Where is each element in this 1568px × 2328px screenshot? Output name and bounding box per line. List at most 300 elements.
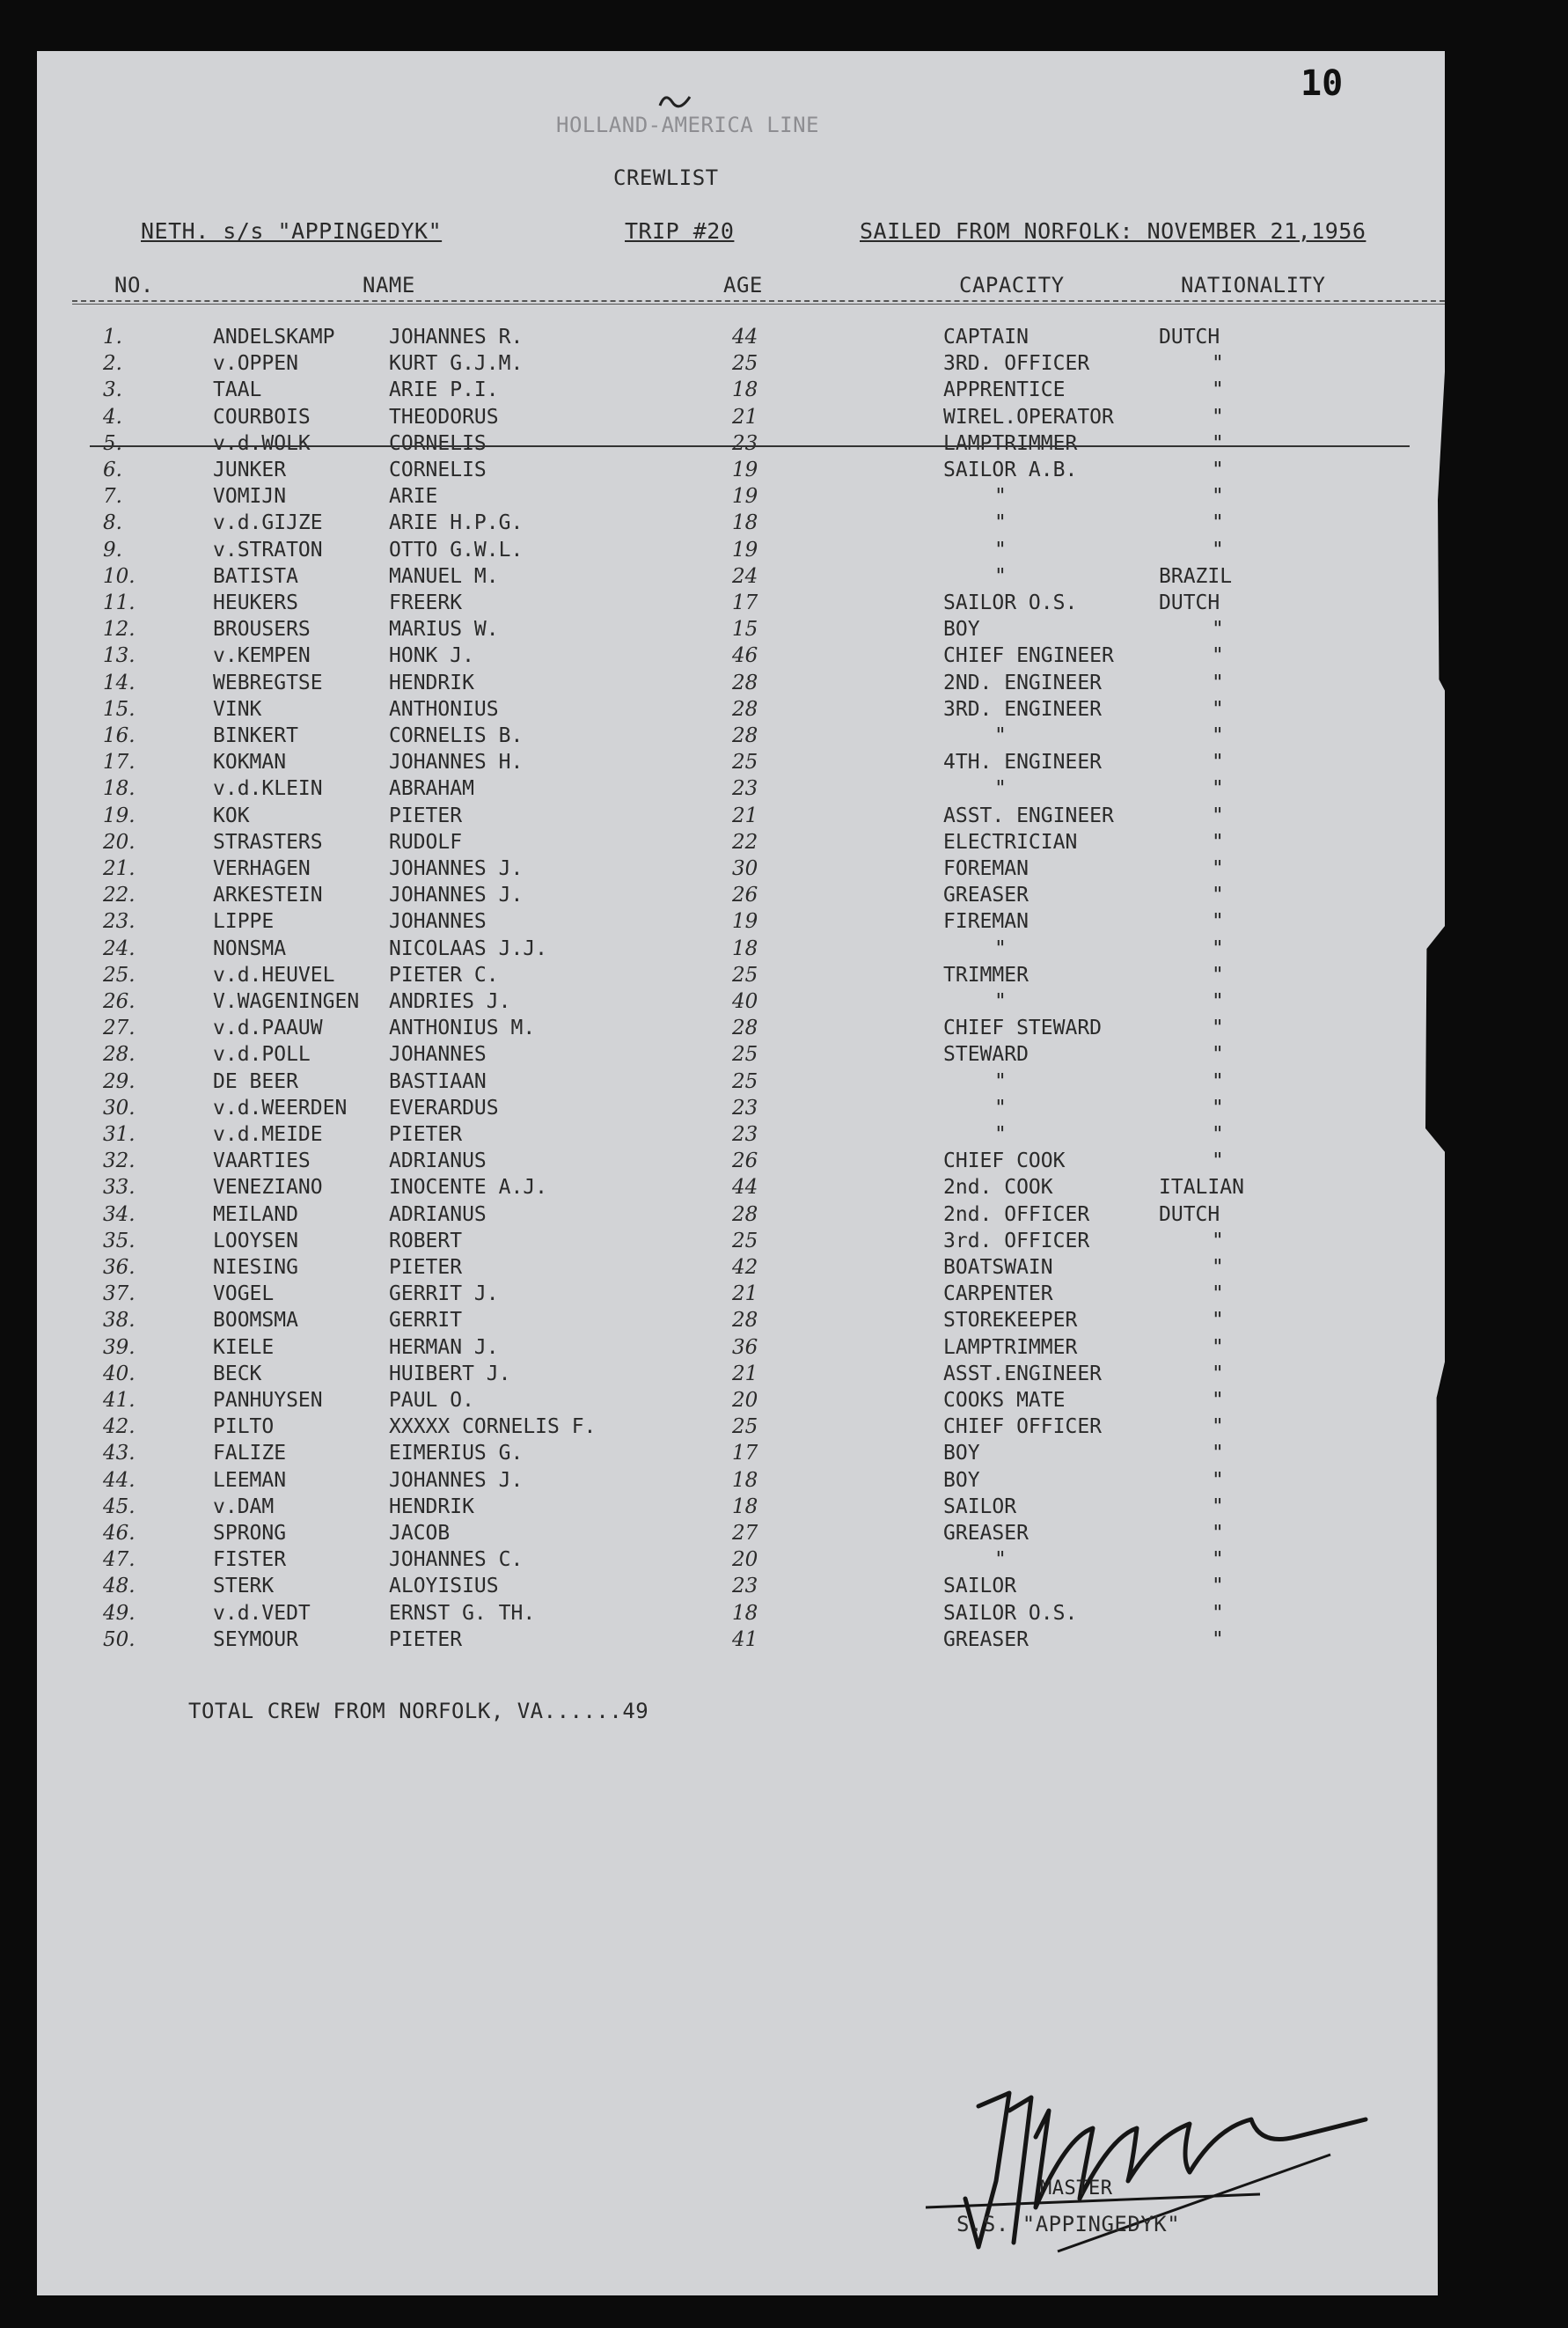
crew-age: 25 [732,963,758,987]
trip-number: TRIP #20 [625,218,735,244]
table-row [37,539,1445,565]
crew-capacity: CHIEF STEWARD [943,1017,1103,1040]
crew-given-names: ARIE P.I. [389,378,499,402]
crew-nationality: " [1212,1149,1224,1173]
table-row [37,1495,1445,1522]
crew-capacity: 2nd. OFFICER [943,1202,1090,1226]
crew-nationality: " [1212,1096,1224,1120]
crew-capacity: " [994,485,1007,509]
crew-given-names: HONK J. [389,644,474,668]
crew-given-names: JOHANNES J. [389,857,524,880]
table-row [37,777,1445,804]
crew-age: 23 [732,431,758,455]
crew-given-names: ADRIANUS [389,1202,487,1226]
crew-capacity: CHIEF ENGINEER [943,644,1114,668]
crew-age: 25 [732,1069,758,1093]
table-row [37,1230,1445,1256]
crew-capacity: CARPENTER [943,1282,1053,1306]
crew-surname: WEBREGTSE [213,671,323,694]
crew-given-names: JOHANNES [389,1043,487,1067]
table-row [37,1362,1445,1389]
crew-capacity: FOREMAN [943,857,1029,880]
crew-given-names: INOCENTE A.J. [389,1176,548,1200]
crew-age: 18 [732,1601,758,1625]
crew-given-names: THEODORUS [389,405,499,429]
crew-capacity: 2ND. ENGINEER [943,671,1103,694]
crew-surname: NONSMA [213,936,287,960]
crew-age: 17 [732,591,758,614]
crew-given-names: EVERARDUS [389,1096,499,1120]
crew-given-names: NICOLAAS J.J. [389,936,548,960]
crew-nationality: " [1212,538,1224,562]
crew-surname: VOGEL [213,1282,275,1306]
crew-surname: v.d.PAAUW [213,1017,323,1040]
column-header-name: NAME [363,273,415,297]
crew-capacity: WIREL.OPERATOR [943,405,1114,429]
table-row [37,1575,1445,1601]
column-header-capacity: CAPACITY [959,273,1065,297]
crew-given-names: JOHANNES [389,910,487,934]
crew-age: 22 [732,830,758,854]
crew-no: 28. [103,1043,136,1067]
crew-surname: DE BEER [213,1069,298,1093]
crew-surname: BATISTA [213,564,298,588]
crew-surname: BECK [213,1362,262,1385]
table-row [37,937,1445,964]
crew-surname: STERK [213,1575,275,1598]
crew-capacity: SAILOR O.S. [943,591,1078,614]
crew-no: 4. [103,405,122,429]
sailing-info: SAILED FROM NORFOLK: NOVEMBER 21,1956 [860,218,1367,244]
crew-given-names: ABRAHAM [389,777,474,801]
crew-given-names: ERNST G. TH. [389,1601,536,1625]
crew-no: 37. [103,1282,136,1306]
crew-nationality: DUTCH [1159,326,1220,349]
vessel-name: NETH. s/s "APPINGEDYK" [141,218,443,244]
signature-ship: S.S. "APPINGEDYK" [956,2212,1181,2236]
crew-nationality: " [1212,405,1224,429]
crew-given-names: EIMERIUS G. [389,1442,524,1465]
table-row [37,1149,1445,1176]
crew-age: 20 [732,1389,758,1412]
crew-surname: COURBOIS [213,405,311,429]
crew-nationality: " [1212,910,1224,934]
table-row [37,644,1445,671]
table-row [37,1442,1445,1468]
crew-given-names: JOHANNES H. [389,751,524,775]
crew-capacity: SAILOR [943,1575,1017,1598]
crew-age: 25 [732,1043,758,1067]
crew-surname: FALIZE [213,1442,287,1465]
crew-no: 48. [103,1575,136,1598]
crew-no: 32. [103,1149,136,1173]
crew-no: 38. [103,1309,136,1333]
crew-given-names: GERRIT J. [389,1282,499,1306]
ink-smudge [653,86,697,113]
crew-age: 46 [732,644,758,668]
crew-age: 25 [732,751,758,775]
crew-nationality: " [1212,830,1224,854]
crew-capacity: BOY [943,1468,980,1492]
table-row [37,432,1445,459]
crew-age: 44 [732,1176,758,1200]
crew-capacity: 3rd. OFFICER [943,1229,1090,1252]
crew-given-names: JOHANNES J. [389,1468,524,1492]
crew-given-names: HERMAN J. [389,1335,499,1359]
table-row [37,884,1445,910]
crew-capacity: FIREMAN [943,910,1029,934]
crew-given-names: PIETER [389,804,463,827]
table-row [37,618,1445,644]
crew-no: 15. [103,697,136,721]
crew-capacity: 3RD. ENGINEER [943,697,1103,721]
crew-no: 45. [103,1494,136,1518]
crew-capacity: ASST.ENGINEER [943,1362,1103,1385]
table-row [37,1309,1445,1335]
table-row [37,1097,1445,1123]
crew-capacity: " [994,511,1007,535]
crew-surname: KOKMAN [213,751,287,775]
crew-nationality: " [1212,1017,1224,1040]
crew-nationality: " [1212,1229,1224,1252]
crew-age: 28 [732,671,758,694]
crew-no: 5. [103,431,122,455]
crew-no: 23. [103,910,136,934]
crew-age: 41 [732,1627,758,1651]
crew-no: 47. [103,1548,136,1572]
table-row [37,326,1445,352]
crew-surname: SPRONG [213,1522,287,1545]
crew-surname: VAARTIES [213,1149,311,1173]
crew-age: 23 [732,1575,758,1598]
table-row [37,591,1445,618]
crew-given-names: HUIBERT J. [389,1362,511,1385]
crew-nationality: " [1212,804,1224,827]
crew-surname: STRASTERS [213,830,323,854]
crew-no: 27. [103,1017,136,1040]
crew-no: 9. [103,538,122,562]
crew-capacity: " [994,724,1007,747]
crew-age: 21 [732,1362,758,1385]
crew-capacity: STEWARD [943,1043,1029,1067]
company-header: HOLLAND-AMERICA LINE [556,113,819,137]
crew-age: 26 [732,884,758,907]
column-header-no: NO. [114,273,154,297]
crew-nationality: " [1212,1548,1224,1572]
crew-age: 19 [732,459,758,481]
crew-no: 26. [103,990,136,1013]
crew-no: 19. [103,804,136,827]
crew-given-names: OTTO G.W.L. [389,538,524,562]
crew-surname: v.KEMPEN [213,644,311,668]
crew-surname: VERHAGEN [213,857,311,880]
table-row [37,1256,1445,1282]
table-row [37,698,1445,724]
crew-capacity: CHIEF OFFICER [943,1415,1103,1439]
crew-no: 49. [103,1601,136,1625]
crew-age: 19 [732,910,758,934]
crew-nationality: " [1212,1575,1224,1598]
crew-no: 24. [103,936,136,960]
crew-given-names: ALOYISIUS [389,1575,499,1598]
crew-capacity: " [994,777,1007,801]
strikethrough-line [90,445,1410,447]
crew-capacity: 2nd. COOK [943,1176,1053,1200]
crew-nationality: " [1212,644,1224,668]
crew-surname: VINK [213,697,262,721]
crew-age: 25 [732,1229,758,1252]
crew-no: 1. [103,326,122,349]
table-row [37,1469,1445,1495]
crew-surname: HEUKERS [213,591,298,614]
crew-nationality: " [1212,697,1224,721]
crew-no: 50. [103,1627,136,1651]
crew-surname: PILTO [213,1415,275,1439]
crew-no: 33. [103,1176,136,1200]
header-rule [72,300,1445,302]
crew-surname: v.OPPEN [213,352,298,376]
crew-age: 21 [732,804,758,827]
header-rule-inner [72,304,1445,305]
crew-no: 8. [103,511,122,535]
crew-age: 30 [732,857,758,880]
crew-age: 25 [732,352,758,376]
crew-surname: LOOYSEN [213,1229,298,1252]
crew-age: 42 [732,1256,758,1279]
table-row [37,1282,1445,1309]
crew-given-names: PIETER [389,1123,463,1146]
crew-capacity: BOATSWAIN [943,1256,1053,1279]
table-row [37,1415,1445,1442]
crew-nationality: " [1212,1309,1224,1333]
crew-capacity: TRIMMER [943,963,1029,987]
crew-no: 42. [103,1415,136,1439]
table-row [37,459,1445,485]
crew-capacity: " [994,1069,1007,1093]
crew-no: 18. [103,777,136,801]
total-crew: TOTAL CREW FROM NORFOLK, VA......49 [188,1699,649,1723]
table-row [37,1389,1445,1415]
crew-capacity: 3RD. OFFICER [943,352,1090,376]
crew-surname: FISTER [213,1548,287,1572]
master-signature [926,2075,1383,2269]
crew-capacity: 4TH. ENGINEER [943,751,1103,775]
crew-surname: V.WAGENINGEN [213,990,360,1013]
crew-age: 21 [732,405,758,429]
crew-surname: BOOMSMA [213,1309,298,1333]
signature-title: MASTER [1040,2177,1113,2199]
crew-no: 22. [103,884,136,907]
crew-given-names: JACOB [389,1522,451,1545]
crew-given-names: ARIE [389,485,438,509]
crew-capacity: GREASER [943,1627,1029,1651]
crew-nationality: " [1212,1494,1224,1518]
table-row [37,857,1445,884]
crew-surname: v.d.WOLK [213,431,311,455]
crew-capacity: COOKS MATE [943,1389,1066,1412]
table-row [37,1043,1445,1069]
crew-surname: LIPPE [213,910,275,934]
crew-surname: VOMIJN [213,485,287,509]
crew-nationality: " [1212,884,1224,907]
crew-capacity: SAILOR O.S. [943,1601,1078,1625]
crew-no: 14. [103,671,136,694]
crew-capacity: GREASER [943,1522,1029,1545]
crew-given-names: GERRIT [389,1309,463,1333]
table-row [37,831,1445,857]
table-row [37,352,1445,378]
crew-no: 41. [103,1389,136,1412]
crew-surname: PANHUYSEN [213,1389,323,1412]
crew-no: 25. [103,963,136,987]
crew-no: 6. [103,459,122,481]
crew-no: 30. [103,1096,136,1120]
crew-given-names: PIETER [389,1256,463,1279]
crew-no: 35. [103,1229,136,1252]
crew-capacity: " [994,564,1007,588]
table-row [37,724,1445,751]
crew-surname: BROUSERS [213,618,311,642]
crew-surname: v.d.HEUVEL [213,963,335,987]
crew-capacity: BOY [943,1442,980,1465]
crew-capacity: " [994,1096,1007,1120]
crew-surname: LEEMAN [213,1468,287,1492]
crew-age: 18 [732,1494,758,1518]
crew-age: 28 [732,1309,758,1333]
crew-nationality: " [1212,857,1224,880]
crew-no: 20. [103,830,136,854]
crew-capacity: " [994,538,1007,562]
table-row [37,565,1445,591]
crew-no: 2. [103,352,122,376]
crew-nationality: " [1212,1522,1224,1545]
crew-age: 28 [732,1202,758,1226]
crew-nationality: " [1212,1627,1224,1651]
crew-no: 13. [103,644,136,668]
crew-nationality: " [1212,1442,1224,1465]
crew-given-names: CORNELIS B. [389,724,524,747]
crew-capacity: LAMPTRIMMER [943,431,1078,455]
crew-nationality: " [1212,1362,1224,1385]
crew-no: 17. [103,751,136,775]
crew-given-names: MANUEL M. [389,564,499,588]
crew-capacity: " [994,1123,1007,1146]
crew-no: 3. [103,378,122,402]
crew-surname: JUNKER [213,459,287,481]
crew-nationality: " [1212,990,1224,1013]
crew-age: 26 [732,1149,758,1173]
crew-nationality: " [1212,378,1224,402]
crew-nationality: DUTCH [1159,1202,1220,1226]
crew-capacity: CHIEF COOK [943,1149,1066,1173]
crew-nationality: " [1212,459,1224,481]
table-row [37,1017,1445,1043]
crew-surname: KOK [213,804,250,827]
crew-nationality: " [1212,511,1224,535]
crew-nationality: " [1212,1282,1224,1306]
table-row [37,804,1445,831]
crew-surname: VENEZIANO [213,1176,323,1200]
crew-surname: ARKESTEIN [213,884,323,907]
crew-no: 40. [103,1362,136,1385]
crew-no: 34. [103,1202,136,1226]
crew-no: 12. [103,618,136,642]
crew-capacity: APPRENTICE [943,378,1066,402]
crew-surname: v.d.POLL [213,1043,311,1067]
crew-age: 18 [732,936,758,960]
crew-given-names: ANDRIES J. [389,990,511,1013]
crew-no: 21. [103,857,136,880]
table-row [37,964,1445,990]
crew-given-names: ARIE H.P.G. [389,511,524,535]
crew-given-names: PIETER [389,1627,463,1651]
crew-age: 40 [732,990,758,1013]
crew-given-names: FREERK [389,591,463,614]
crew-capacity: " [994,990,1007,1013]
crew-nationality: " [1212,485,1224,509]
crew-capacity: LAMPTRIMMER [943,1335,1078,1359]
crew-surname: MEILAND [213,1202,298,1226]
crew-nationality: " [1212,777,1224,801]
table-row [37,1203,1445,1230]
crew-no: 46. [103,1522,136,1545]
crew-given-names: CORNELIS [389,431,487,455]
table-row [37,1336,1445,1362]
crew-capacity: ASST. ENGINEER [943,804,1114,827]
crew-no: 10. [103,564,136,588]
crew-capacity: STOREKEEPER [943,1309,1078,1333]
crew-nationality: " [1212,1123,1224,1146]
crew-age: 15 [732,618,758,642]
crew-no: 44. [103,1468,136,1492]
crew-surname: v.d.KLEIN [213,777,323,801]
crew-nationality: " [1212,671,1224,694]
crew-capacity: SAILOR A.B. [943,459,1078,481]
crew-age: 36 [732,1335,758,1359]
crew-no: 11. [103,591,136,614]
crew-nationality: " [1212,1069,1224,1093]
crew-age: 27 [732,1522,758,1545]
crew-age: 19 [732,485,758,509]
crew-surname: KIELE [213,1335,275,1359]
table-row [37,1628,1445,1655]
table-row [37,511,1445,538]
table-row [37,1070,1445,1097]
crew-age: 17 [732,1442,758,1465]
crew-given-names: JOHANNES C. [389,1548,524,1572]
crew-age: 44 [732,326,758,349]
crew-nationality: BRAZIL [1159,564,1233,588]
crew-given-names: ROBERT [389,1229,463,1252]
crew-capacity: GREASER [943,884,1029,907]
crew-nationality: " [1212,724,1224,747]
crew-nationality: " [1212,618,1224,642]
crew-surname: SEYMOUR [213,1627,298,1651]
crew-nationality: " [1212,352,1224,376]
table-row [37,485,1445,511]
crew-age: 25 [732,1415,758,1439]
crew-surname: v.d.GIJZE [213,511,323,535]
crew-given-names: ADRIANUS [389,1149,487,1173]
table-row [37,910,1445,936]
crew-given-names: HENDRIK [389,1494,474,1518]
crew-given-names: ANTHONIUS [389,697,499,721]
crew-nationality: " [1212,963,1224,987]
table-row [37,1522,1445,1548]
crew-surname: v.d.MEIDE [213,1123,323,1146]
page-number: 10 [1301,63,1344,104]
crew-surname: v.DAM [213,1494,275,1518]
